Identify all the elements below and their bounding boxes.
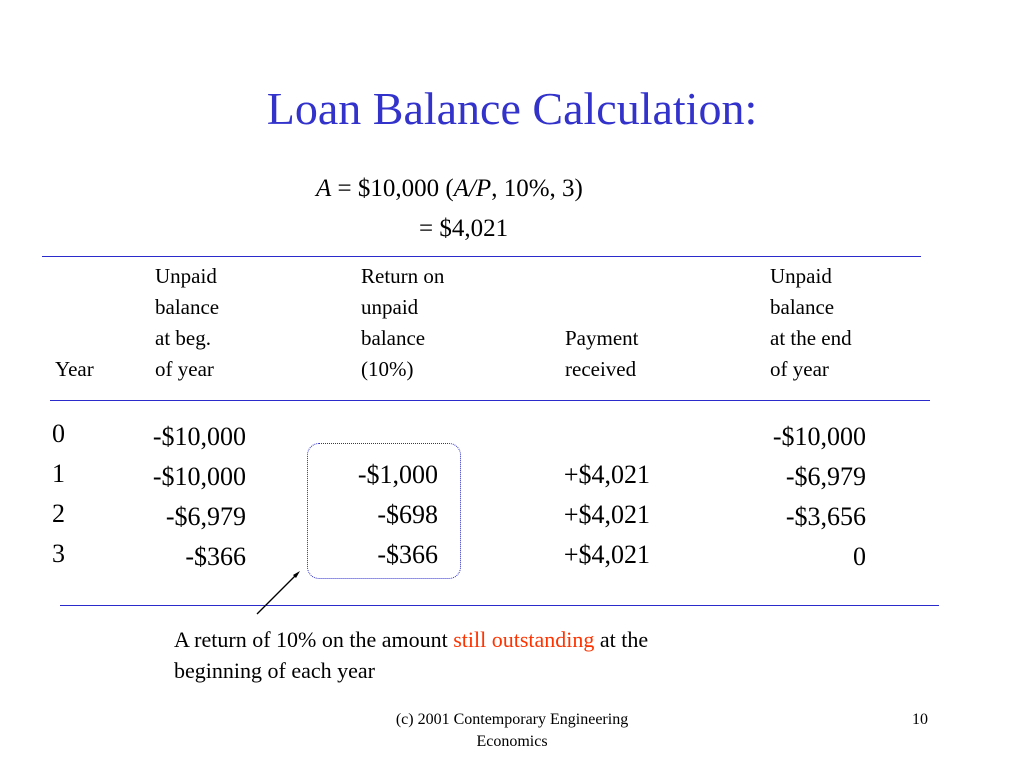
year-cell: 3: [52, 539, 65, 568]
header-unpaid-end-line: of year: [770, 357, 829, 381]
payment-cell: +$4,021: [563, 540, 650, 569]
unpaid-end-cell: 0: [853, 542, 866, 571]
formula-AP: A/P: [453, 175, 492, 202]
header-unpaid-end-line: at the end: [770, 326, 852, 350]
header-year: Year: [55, 357, 94, 381]
note-highlight: still outstanding: [453, 627, 595, 652]
header-return: [361, 261, 444, 385]
header-payment-line: Payment: [565, 326, 639, 350]
payment-cell: +$4,021: [563, 460, 650, 489]
footer-line-2: Economics: [476, 733, 548, 750]
header-rule: [50, 400, 930, 401]
header-payment-line: received: [565, 357, 637, 381]
formula-line-1: [316, 175, 583, 203]
return-cell: -$1,000: [357, 460, 438, 489]
formula-line-2: = $4,021: [419, 215, 509, 242]
header-unpaid-end: [770, 261, 852, 385]
header-return-line: (10%): [361, 357, 414, 381]
year-cell: 1: [52, 459, 65, 488]
year-column: [52, 414, 65, 574]
header-payment: [565, 323, 639, 385]
header-return-line: balance: [361, 326, 426, 350]
header-unpaid-beg-line: of year: [155, 357, 214, 381]
footer-copyright: [300, 709, 724, 753]
unpaid-beg-cell: -$10,000: [152, 462, 246, 491]
header-unpaid-beg-line: balance: [155, 295, 220, 319]
unpaid-end-column: [700, 417, 866, 577]
unpaid-beg-cell: -$6,979: [165, 502, 246, 531]
return-cell: -$366: [377, 540, 438, 569]
unpaid-beg-cell: -$10,000: [152, 422, 246, 451]
unpaid-end-cell: -$6,979: [785, 462, 866, 491]
return-column: [310, 455, 438, 575]
formula-A: A: [316, 175, 332, 202]
payment-column: [500, 455, 650, 575]
unpaid-end-cell: -$10,000: [772, 422, 866, 451]
return-cell: -$698: [377, 500, 438, 529]
header-unpaid-beg-line: Unpaid: [155, 264, 217, 288]
footer-line-1: (c) 2001 Contemporary Engineering: [395, 711, 629, 728]
unpaid-beg-cell: -$366: [185, 542, 246, 571]
slide-title: Loan Balance Calculation:: [266, 83, 758, 134]
note-part2: at the: [594, 627, 649, 652]
note-line-1: [174, 624, 648, 655]
unpaid-beg-column: [100, 417, 246, 577]
formula-part2: , 10%, 3): [491, 175, 583, 202]
top-rule: [42, 256, 921, 257]
note-line-2: beginning of each year: [174, 658, 375, 683]
bottom-rule: [60, 605, 939, 606]
header-return-line: unpaid: [361, 295, 419, 319]
note-part1: A return of 10% on the amount: [174, 627, 454, 652]
note-text: [174, 624, 648, 686]
year-cell: 2: [52, 499, 65, 528]
header-unpaid-end-line: Unpaid: [770, 264, 832, 288]
page-number: 10: [912, 711, 928, 728]
header-unpaid-beg-line: at beg.: [155, 326, 211, 350]
header-return-line: Return on: [361, 264, 445, 288]
header-unpaid-end-line: balance: [770, 295, 835, 319]
unpaid-end-cell: -$3,656: [785, 502, 866, 531]
arrow-pointer: [250, 565, 310, 620]
formula-part1: = $10,000 (: [331, 175, 454, 202]
year-cell: 0: [52, 419, 65, 448]
payment-cell: +$4,021: [563, 500, 650, 529]
header-unpaid-beg: [155, 261, 219, 385]
